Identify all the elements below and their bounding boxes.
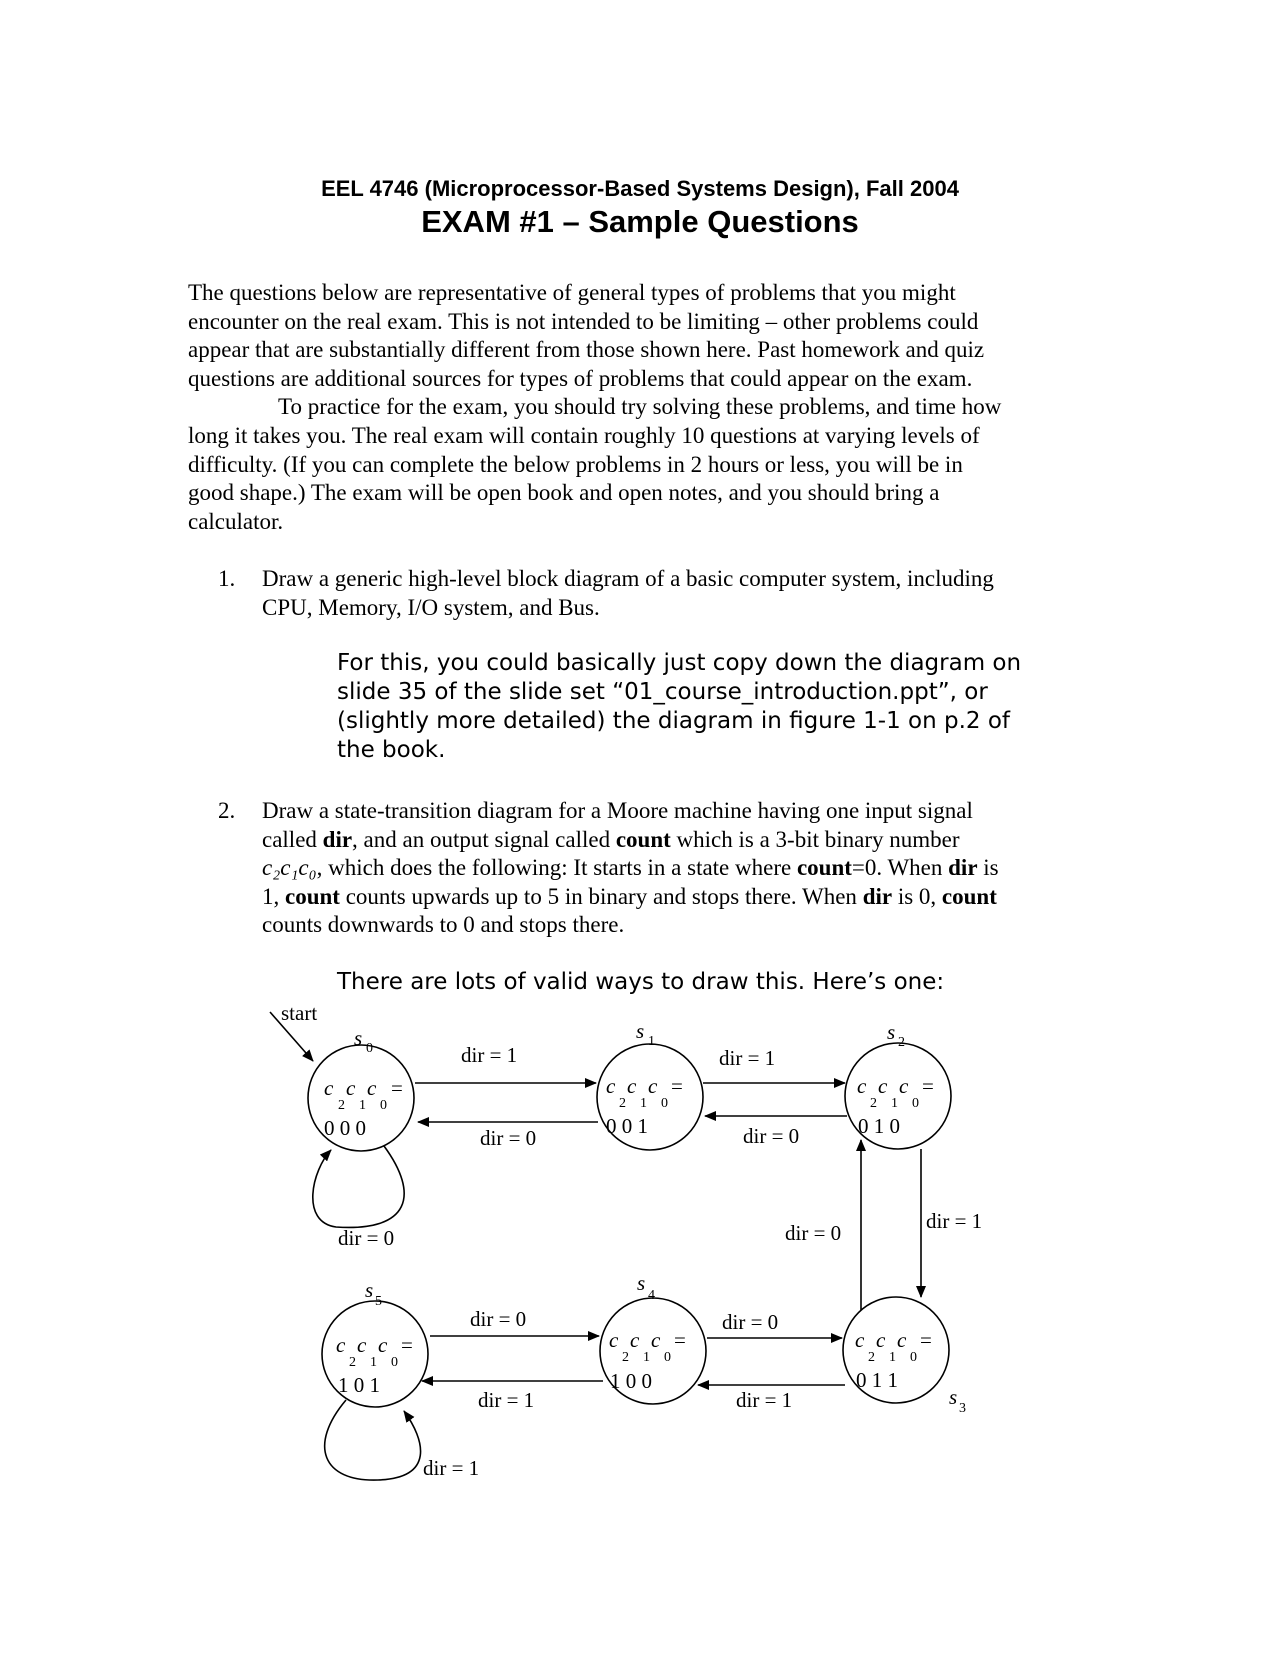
question-line: CPU, Memory, I/O system, and Bus. <box>262 594 600 620</box>
answer-2: There are lots of valid ways to draw this. Here’s one: <box>337 969 945 995</box>
svg-text:=: = <box>920 1328 932 1352</box>
state-name: s <box>887 1020 896 1044</box>
svg-text:c: c <box>336 1333 346 1357</box>
output-label <box>606 1074 683 1111</box>
svg-text:c: c <box>648 1074 658 1098</box>
answer-line: For this, you could basically just copy down the diagram on <box>337 650 1022 676</box>
intro-line: appear that are substantially different from those shown here. Past homework and quiz <box>188 337 985 363</box>
state-name: s <box>636 1019 645 1043</box>
svg-text:c: c <box>899 1074 909 1098</box>
state-s0 <box>308 1026 414 1151</box>
svg-text:2: 2 <box>619 1096 626 1111</box>
svg-text:c: c <box>855 1328 865 1352</box>
svg-text:c: c <box>357 1333 367 1357</box>
svg-text:1: 1 <box>640 1096 647 1111</box>
output-label <box>609 1328 686 1365</box>
state-subscript: 5 <box>375 1294 382 1309</box>
state-s1 <box>597 1019 703 1150</box>
state-s4 <box>600 1271 706 1404</box>
svg-text:c: c <box>378 1333 388 1357</box>
output-label <box>857 1074 934 1111</box>
svg-text:c: c <box>651 1328 661 1352</box>
state-value: 1 0 0 <box>610 1369 652 1393</box>
state-subscript: 0 <box>366 1041 373 1056</box>
intro-line: The questions below are representative of general types of problems that you might <box>188 280 956 305</box>
question-line: 1, count counts upwards up to 5 in binary and stops there. When dir is 0, count <box>262 883 997 909</box>
transition-label: dir = 1 <box>926 1209 983 1233</box>
state-subscript: 4 <box>648 1288 655 1303</box>
intro-line: calculator. <box>188 508 284 534</box>
self-loop-s0 <box>313 1146 404 1227</box>
question-number: 2. <box>218 798 236 823</box>
answer-line: slide 35 of the slide set “01_course_introduction.ppt”, or <box>337 679 988 705</box>
state-subscript: 2 <box>898 1035 905 1050</box>
answer-line: the book. <box>337 737 446 763</box>
svg-text:2: 2 <box>349 1355 356 1370</box>
svg-text:2: 2 <box>870 1096 877 1111</box>
transition-label: dir = 1 <box>461 1043 518 1067</box>
svg-text:=: = <box>922 1074 934 1098</box>
svg-text:1: 1 <box>891 1096 898 1111</box>
output-label <box>324 1076 403 1113</box>
svg-text:0: 0 <box>912 1096 919 1111</box>
svg-text:c: c <box>627 1074 637 1098</box>
state-s5 <box>322 1278 428 1407</box>
intro-line: good shape.) The exam will be open book and open notes, and you should bring a <box>188 480 940 506</box>
start-label: start <box>281 1001 318 1025</box>
state-name: s <box>354 1026 363 1050</box>
transition-label: dir = 1 <box>719 1046 776 1070</box>
svg-text:0: 0 <box>380 1098 387 1113</box>
svg-text:c: c <box>897 1328 907 1352</box>
intro-line: difficulty. (If you can complete the below problems in 2 hours or less, you will be in <box>188 451 963 477</box>
svg-text:2: 2 <box>622 1350 629 1365</box>
question-line: called dir, and an output signal called count which is a 3-bit binary number <box>262 826 960 852</box>
state-subscript: 1 <box>648 1034 655 1049</box>
transition-label: dir = 0 <box>722 1310 779 1334</box>
svg-text:c: c <box>606 1074 616 1098</box>
svg-text:1: 1 <box>370 1355 377 1370</box>
state-subscript: 3 <box>959 1401 966 1416</box>
state-value: 1 0 1 <box>338 1373 380 1397</box>
svg-text:c: c <box>609 1328 619 1352</box>
course-header: EEL 4746 (Microprocessor-Based Systems Design), Fall 2004 <box>321 176 959 201</box>
svg-text:0: 0 <box>664 1350 671 1365</box>
svg-text:=: = <box>671 1074 683 1098</box>
transition-label: dir = 0 <box>470 1307 527 1331</box>
svg-text:1: 1 <box>889 1350 896 1365</box>
transition-label: dir = 1 <box>736 1388 793 1412</box>
output-label <box>336 1333 413 1370</box>
self-loop-s5 <box>325 1400 421 1480</box>
svg-text:2: 2 <box>338 1098 345 1113</box>
state-value: 0 0 1 <box>606 1114 648 1138</box>
svg-text:=: = <box>674 1328 686 1352</box>
state-s3 <box>843 1297 966 1416</box>
transition-label: dir = 0 <box>480 1126 537 1150</box>
output-label <box>855 1328 932 1365</box>
svg-text:c: c <box>878 1074 888 1098</box>
svg-text:0: 0 <box>391 1355 398 1370</box>
svg-text:0: 0 <box>661 1096 668 1111</box>
transition-label: dir = 0 <box>785 1221 842 1245</box>
answer-line: (slightly more detailed) the diagram in figure 1-1 on p.2 of <box>337 708 1011 734</box>
question-line: Draw a generic high-level block diagram of a basic computer system, including <box>262 566 994 591</box>
intro-line: long it takes you. The real exam will contain roughly 10 questions at varying levels of <box>188 422 980 448</box>
state-value: 0 0 0 <box>324 1116 366 1140</box>
svg-text:c: c <box>857 1074 867 1098</box>
state-name: s <box>637 1271 646 1295</box>
transition-label: dir = 0 <box>743 1124 800 1148</box>
question-number: 1. <box>218 566 236 591</box>
svg-text:c: c <box>324 1076 334 1100</box>
svg-text:=: = <box>401 1333 413 1357</box>
svg-text:c: c <box>876 1328 886 1352</box>
question-line: Draw a state-transition diagram for a Moore machine having one input signal <box>262 798 973 823</box>
svg-text:c: c <box>630 1328 640 1352</box>
svg-text:1: 1 <box>359 1098 366 1113</box>
state-name: s <box>365 1278 374 1302</box>
state-value: 0 1 1 <box>856 1368 898 1392</box>
svg-text:0: 0 <box>910 1350 917 1365</box>
svg-text:1: 1 <box>643 1350 650 1365</box>
intro-line: questions are additional sources for types of problems that could appear on the exam. <box>188 365 973 391</box>
svg-text:c: c <box>367 1076 377 1100</box>
question-line: c₂c₁c₀, which does the following: It starts in a state where count=0. When dir is <box>262 855 999 881</box>
transition-label: dir = 1 <box>423 1456 480 1480</box>
svg-text:=: = <box>391 1076 403 1100</box>
exam-title: EXAM #1 – Sample Questions <box>421 204 859 239</box>
transition-label: dir = 1 <box>478 1388 535 1412</box>
intro-line: encounter on the real exam. This is not intended to be limiting – other problems could <box>188 308 979 334</box>
intro-line: To practice for the exam, you should try solving these problems, and time how <box>278 394 1002 420</box>
state-name: s <box>949 1385 958 1409</box>
state-value: 0 1 0 <box>858 1114 900 1138</box>
question-line: counts downwards to 0 and stops there. <box>262 912 625 938</box>
state-s2 <box>845 1020 951 1149</box>
svg-text:c: c <box>346 1076 356 1100</box>
transition-label: dir = 0 <box>338 1226 395 1250</box>
svg-text:2: 2 <box>868 1350 875 1365</box>
